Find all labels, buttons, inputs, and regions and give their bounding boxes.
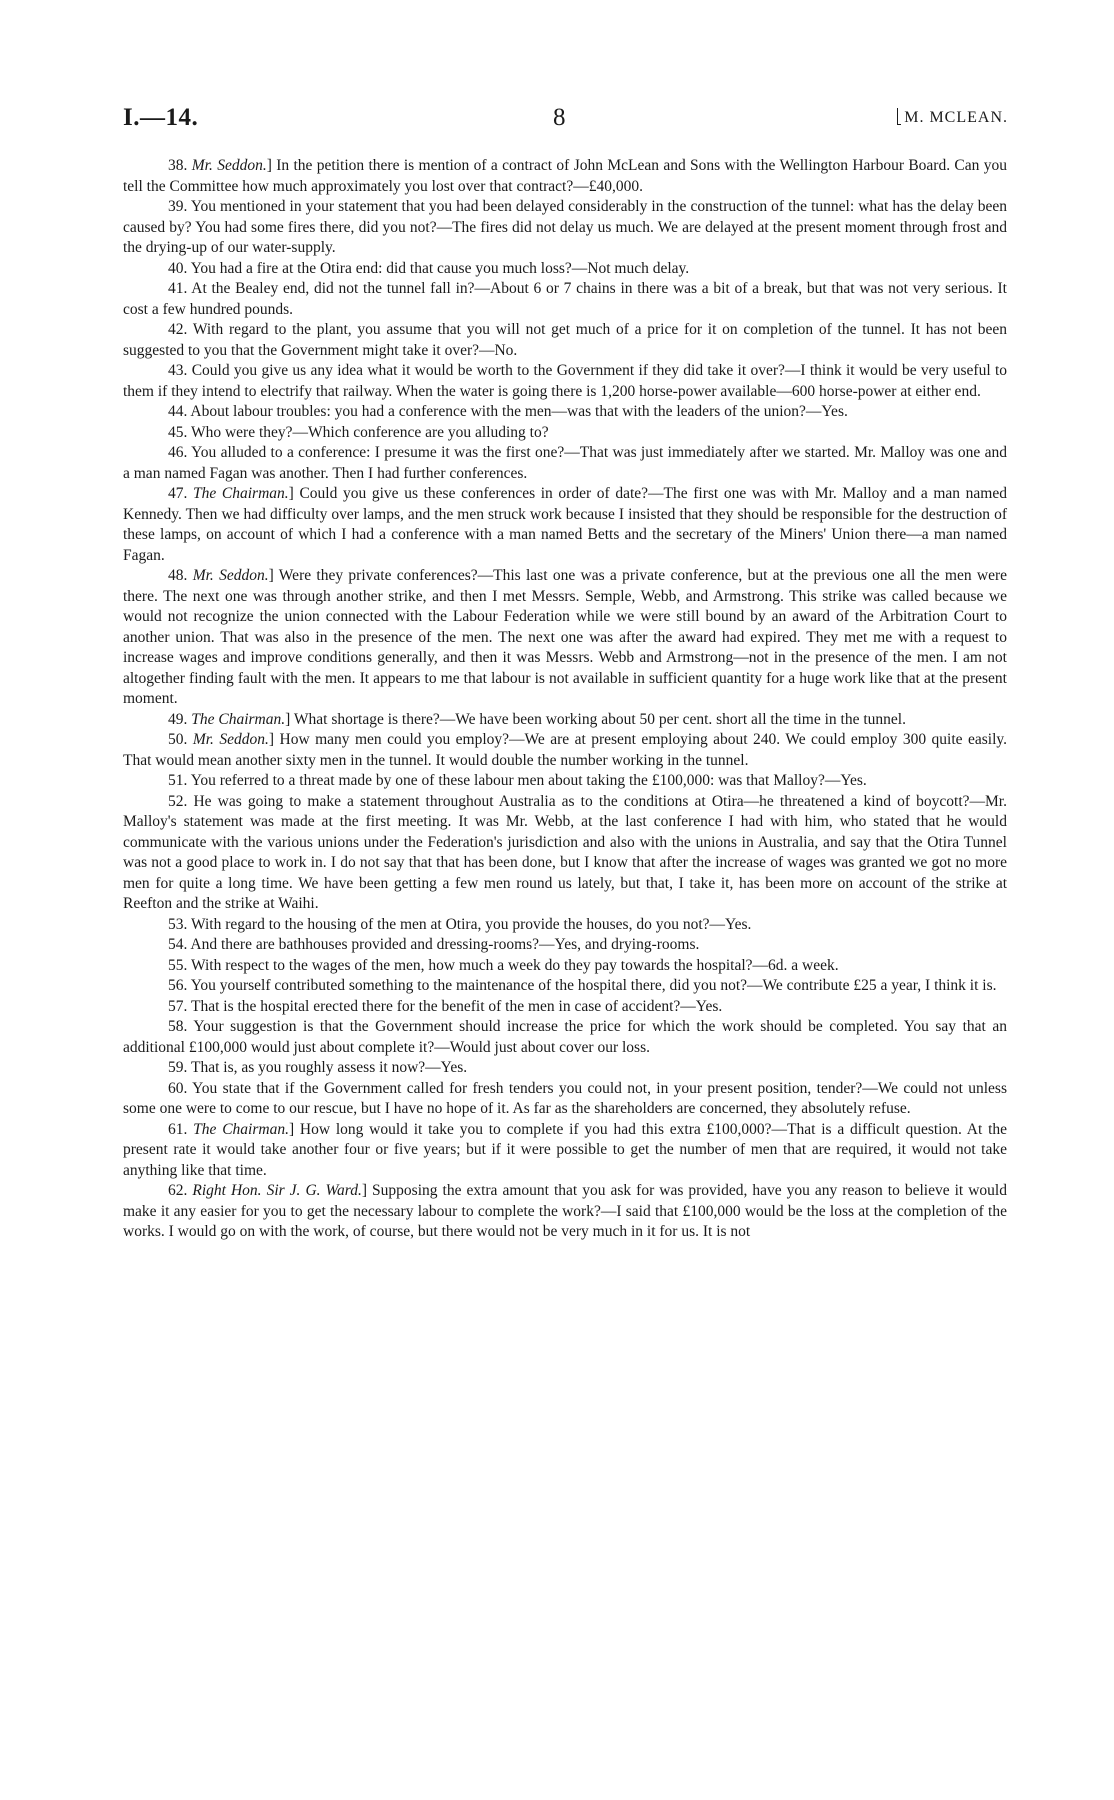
question-number: 44. [168,403,188,420]
question-paragraph [123,956,1007,977]
question-paragraph [123,771,1007,792]
question-paragraph [123,402,1007,423]
question-number: 54. [168,936,188,953]
question-text: ] Supposing the extra amount that you ask for was provided, have you any reason to believe it would make it any easier for you to get the necessary labour to complete the work?—I said that £100,000 would be the loss at the completion of the works. I would go on with the work, of course, but there would not be very much in it for us. It is not [123,1182,1007,1240]
question-text: With regard to the housing of the men at Otira, you provide the houses, do you not?—Yes. [190,915,752,933]
question-number: 50. [168,731,188,748]
question-text: ] In the petition there is mention of a contract of John McLean and Sons with the Wellington Harbour Board. Can you tell the Committee how much approximately you lost over that contract?—£40,000. [123,157,1008,195]
question-text: ] How many men could you employ?—We are at present employing about 240. We could employ 300 quite easily. That would mean another sixty men in the tunnel. It would double the number working in the tunnel. [123,731,1008,769]
question-text: That is the hospital erected there for the benefit of the men in case of accident?—Yes. [190,997,723,1015]
page-number: 8 [553,104,566,131]
question-number: 56. [168,977,188,994]
question-text: You alluded to a conference: I presume it was the first one?—That was just immediately after we started. Mr. Malloy was one and a man named Fagan was another. Then I had further conferences. [123,444,1007,482]
bracket-mark [897,108,901,125]
question-text: Who were they?—Which conference are you alluding to? [190,423,549,441]
witness-name-text: M. MCLEAN. [904,109,1008,126]
speaker-name: Mr. Seddon. [191,157,267,174]
question-paragraph [123,915,1007,936]
evidence-body [123,156,1007,1243]
question-paragraph [123,484,1007,566]
question-text: About labour troubles: you had a conference with the men—was that with the leaders of the union?—Yes. [190,403,848,420]
speaker-name: Mr. Seddon. [192,567,269,584]
question-text: You referred to a threat made by one of these labour men about taking the £100,000: was that Malloy?—Yes. [190,772,867,789]
question-paragraph [123,730,1007,771]
question-text: You had a fire at the Otira end: did that cause you much loss?—Not much delay. [190,259,690,277]
question-number: 49. [168,710,188,728]
question-paragraph [123,279,1007,320]
question-paragraph [123,1058,1007,1079]
question-paragraph [123,935,1007,956]
question-text: You yourself contributed something to the maintenance of the hospital there, did you not?—We contribute £25 a year, I think it is. [190,977,997,994]
page-header [123,104,1008,138]
question-text: That is, as you roughly assess it now?—Yes. [190,1059,468,1076]
question-number: 48. [168,567,188,584]
paper-reference: I.—14. [123,104,199,131]
question-number: 43. [168,362,188,379]
question-paragraph [123,361,1007,402]
question-paragraph [123,1181,1007,1243]
question-text: You state that if the Government called for fresh tenders you could not, in your present position, tender?—We could not unless some one were to come to our rescue, but I have no hope of it. As far as the shareholders are concerned, they absolutely refuse. [123,1079,1007,1117]
question-number: 38. [168,157,188,174]
question-paragraph [123,156,1007,197]
speaker-name: Right Hon. Sir J. G. Ward. [192,1182,362,1199]
question-text: He was going to make a statement throughout Australia as to the conditions at Otira—he threatened a kind of boycott?—Mr. Malloy's statement was made at the first meeting. It was Mr. Webb, at the last conference I had with him, who stated that he would communicate with the various unions under the Federation's jurisdiction and also with the unions in Australia, and say that the Otira Tunnel was not a good place to work in. I do not say that that has been done, but I know that after the increase of wages was granted we got no more men for quite a long time. We have been getting a few men round us lately, but that, I take it, has been more on account of the strike at Reefton and the strike at Waihi. [123,792,1007,912]
question-paragraph [123,566,1007,710]
question-text: ] What shortage is there?—We have been working about 50 per cent. short all the time in the tunnel. [285,710,906,728]
question-number: 55. [168,956,188,974]
question-text: ] Could you give us these conferences in order of date?—The first one was with Mr. Malloy and a man named Kennedy. Then we had difficulty over lamps, and the men struck work because I insisted that they should be responsible for the destruction of these lamps, on account of which I had a conference with a man named Betts and the secretary of the Miners' Union there—a man named Fagan. [123,485,1007,564]
speaker-name: The Chairman. [191,710,286,728]
question-number: 42. [168,321,188,338]
question-number: 45. [168,423,188,441]
question-paragraph [123,1120,1007,1182]
question-paragraph [123,320,1007,361]
question-number: 61. [168,1120,188,1138]
question-number: 39. [168,198,188,215]
speaker-name: The Chairman. [193,485,289,502]
question-text: With regard to the plant, you assume that you will not get much of a price for it on completion of the tunnel. It has not been suggested to you that the Government might take it over?—No. [123,321,1007,359]
question-number: 41. [168,280,188,297]
question-text: ] How long would it take you to complete if you had this extra £100,000?—That is a difficult question. At the present rate it would take another four or five years; but if it were possible to get the number of men that are required, it would not take anything like that time. [123,1120,1008,1179]
question-paragraph [123,976,1007,997]
question-text: Could you give us any idea what it would be worth to the Government if they did take it over?—I think it would be very useful to them if they intend to electrify that railway. When the water is going there is 1,200 horse-power available—600 horse-power at either end. [123,362,1007,400]
question-number: 60. [168,1079,188,1097]
speaker-name: Mr. Seddon. [192,731,269,748]
question-paragraph [123,197,1007,259]
question-paragraph [123,423,1007,444]
question-number: 52. [168,792,188,810]
question-text: With respect to the wages of the men, how much a week do they pay towards the hospital?—6d. a week. [190,956,839,974]
witness-name [897,108,1008,127]
question-number: 51. [168,772,188,789]
question-number: 58. [168,1018,188,1035]
question-paragraph [123,1079,1007,1120]
question-number: 40. [168,259,188,277]
question-number: 57. [168,997,188,1015]
question-paragraph [123,710,1007,731]
question-number: 53. [168,915,188,933]
question-text: And there are bathhouses provided and dressing-rooms?—Yes, and drying-rooms. [190,936,700,953]
question-paragraph [123,259,1007,280]
question-paragraph [123,792,1007,915]
question-number: 47. [168,485,188,502]
question-paragraph [123,997,1007,1018]
question-text: ] Were they private conferences?—This last one was a private conference, but at the previous one all the men were there. The next one was through another strike, and then I met Messrs. Semple, Webb, and Armstrong. This strike was called because we would not recognize the union connected with the Labour Federation while we were still bound by an award of the Arbitration Court to another union. That was also in the presence of the men. The next one was after the award had expired. They met me with a request to increase wages and improve conditions generally, and then it was Messrs. Webb and Armstrong—not in the presence of the men. I am not altogether finding fault with the men. It appears to me that labour is not available in sufficient quantity for a huge work like that at the present moment. [123,567,1007,707]
question-number: 62. [168,1182,188,1199]
question-text: Your suggestion is that the Government should increase the price for which the work should be completed. You say that an additional £100,000 would just about complete it?—Would just about cover our loss. [123,1018,1007,1056]
question-text: At the Bealey end, did not the tunnel fall in?—About 6 or 7 chains in there was a bit of a break, but that was not very serious. It cost a few hundred pounds. [123,280,1007,318]
question-text: You mentioned in your statement that you had been delayed considerably in the construction of the tunnel: what has the delay been caused by? You had some fires there, did you not?—The fires did not delay us much. We are delayed at the present moment through frost and the drying-up of our water-supply. [123,198,1007,256]
speaker-name: The Chairman. [193,1120,289,1138]
question-number: 59. [168,1059,188,1076]
question-number: 46. [168,444,188,461]
question-paragraph [123,443,1007,484]
question-paragraph [123,1017,1007,1058]
